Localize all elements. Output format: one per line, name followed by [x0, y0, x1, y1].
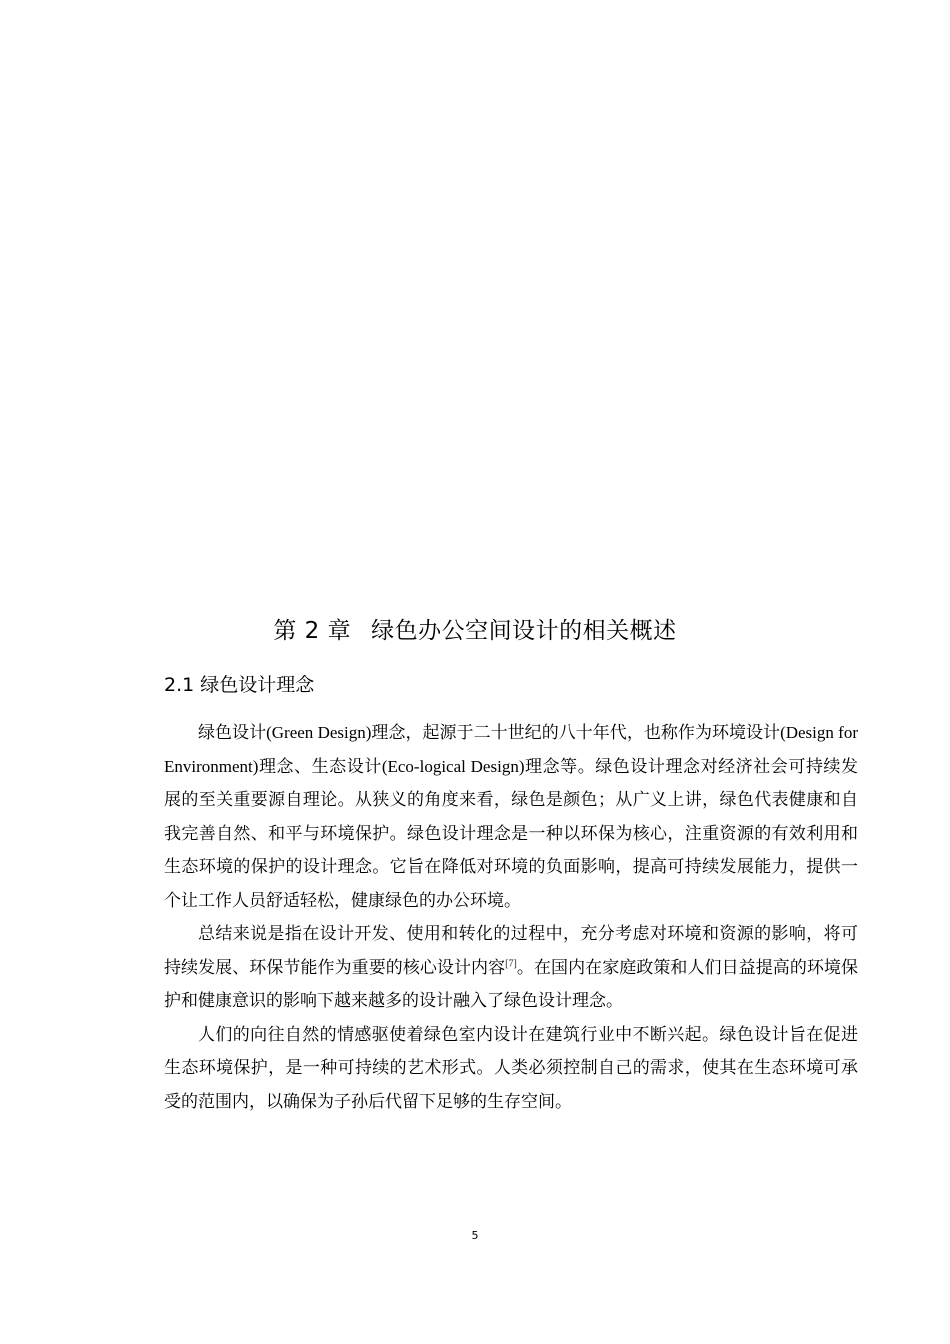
body-text	[164, 716, 858, 1118]
chapter-title: 绿色办公空间设计的相关概述	[371, 618, 677, 644]
paragraph-2	[164, 917, 858, 1018]
paragraph-1: 绿色设计(Green Design)理念，起源于二十世纪的八十年代，也称作为环境设计(Design for Environment)理念、生态设计(Eco-logical Design)理念等。绿色设计理念对经济社会可持续发展的至关重要源自理论。从狭义的角度来看，绿色是颜色；从广义上讲，绿色代表健康和自我完善自然、和平与环境保护。绿色设计理念是一种以环保为核心，注重资源的有效利用和生态环境的保护的设计理念。它旨在降低对环境的负面影响，提高可持续发展能力，提供一个让工作人员舒适轻松，健康绿色的办公环境。	[164, 723, 858, 910]
citation-reference: [7]	[505, 957, 517, 969]
chapter-heading	[0, 614, 950, 648]
section-heading: 2.1 绿色设计理念	[164, 674, 315, 696]
paragraph-2-text-after: 。在国内在家庭政策和人们日益提高的环境保护和健康意识的影响下越来越多的设计融入了绿色设计理念。	[164, 957, 859, 1010]
chapter-number: 第 2 章	[273, 618, 352, 644]
page-number: 5	[471, 1229, 479, 1242]
paragraph-3: 人们的向往自然的情感驱使着绿色室内设计在建筑行业中不断兴起。绿色设计旨在促进生态环境保护，是一种可持续的艺术形式。人类必须控制自己的需求，使其在生态环境可承受的范围内，以确保为子孙后代留下足够的生存空间。	[164, 1024, 858, 1111]
paragraph-2-text-before: 总结来说是指在设计开发、使用和转化的过程中，充分考虑对环境和资源的影响，将可持续发展、环保节能作为重要的核心设计内容	[164, 924, 858, 977]
